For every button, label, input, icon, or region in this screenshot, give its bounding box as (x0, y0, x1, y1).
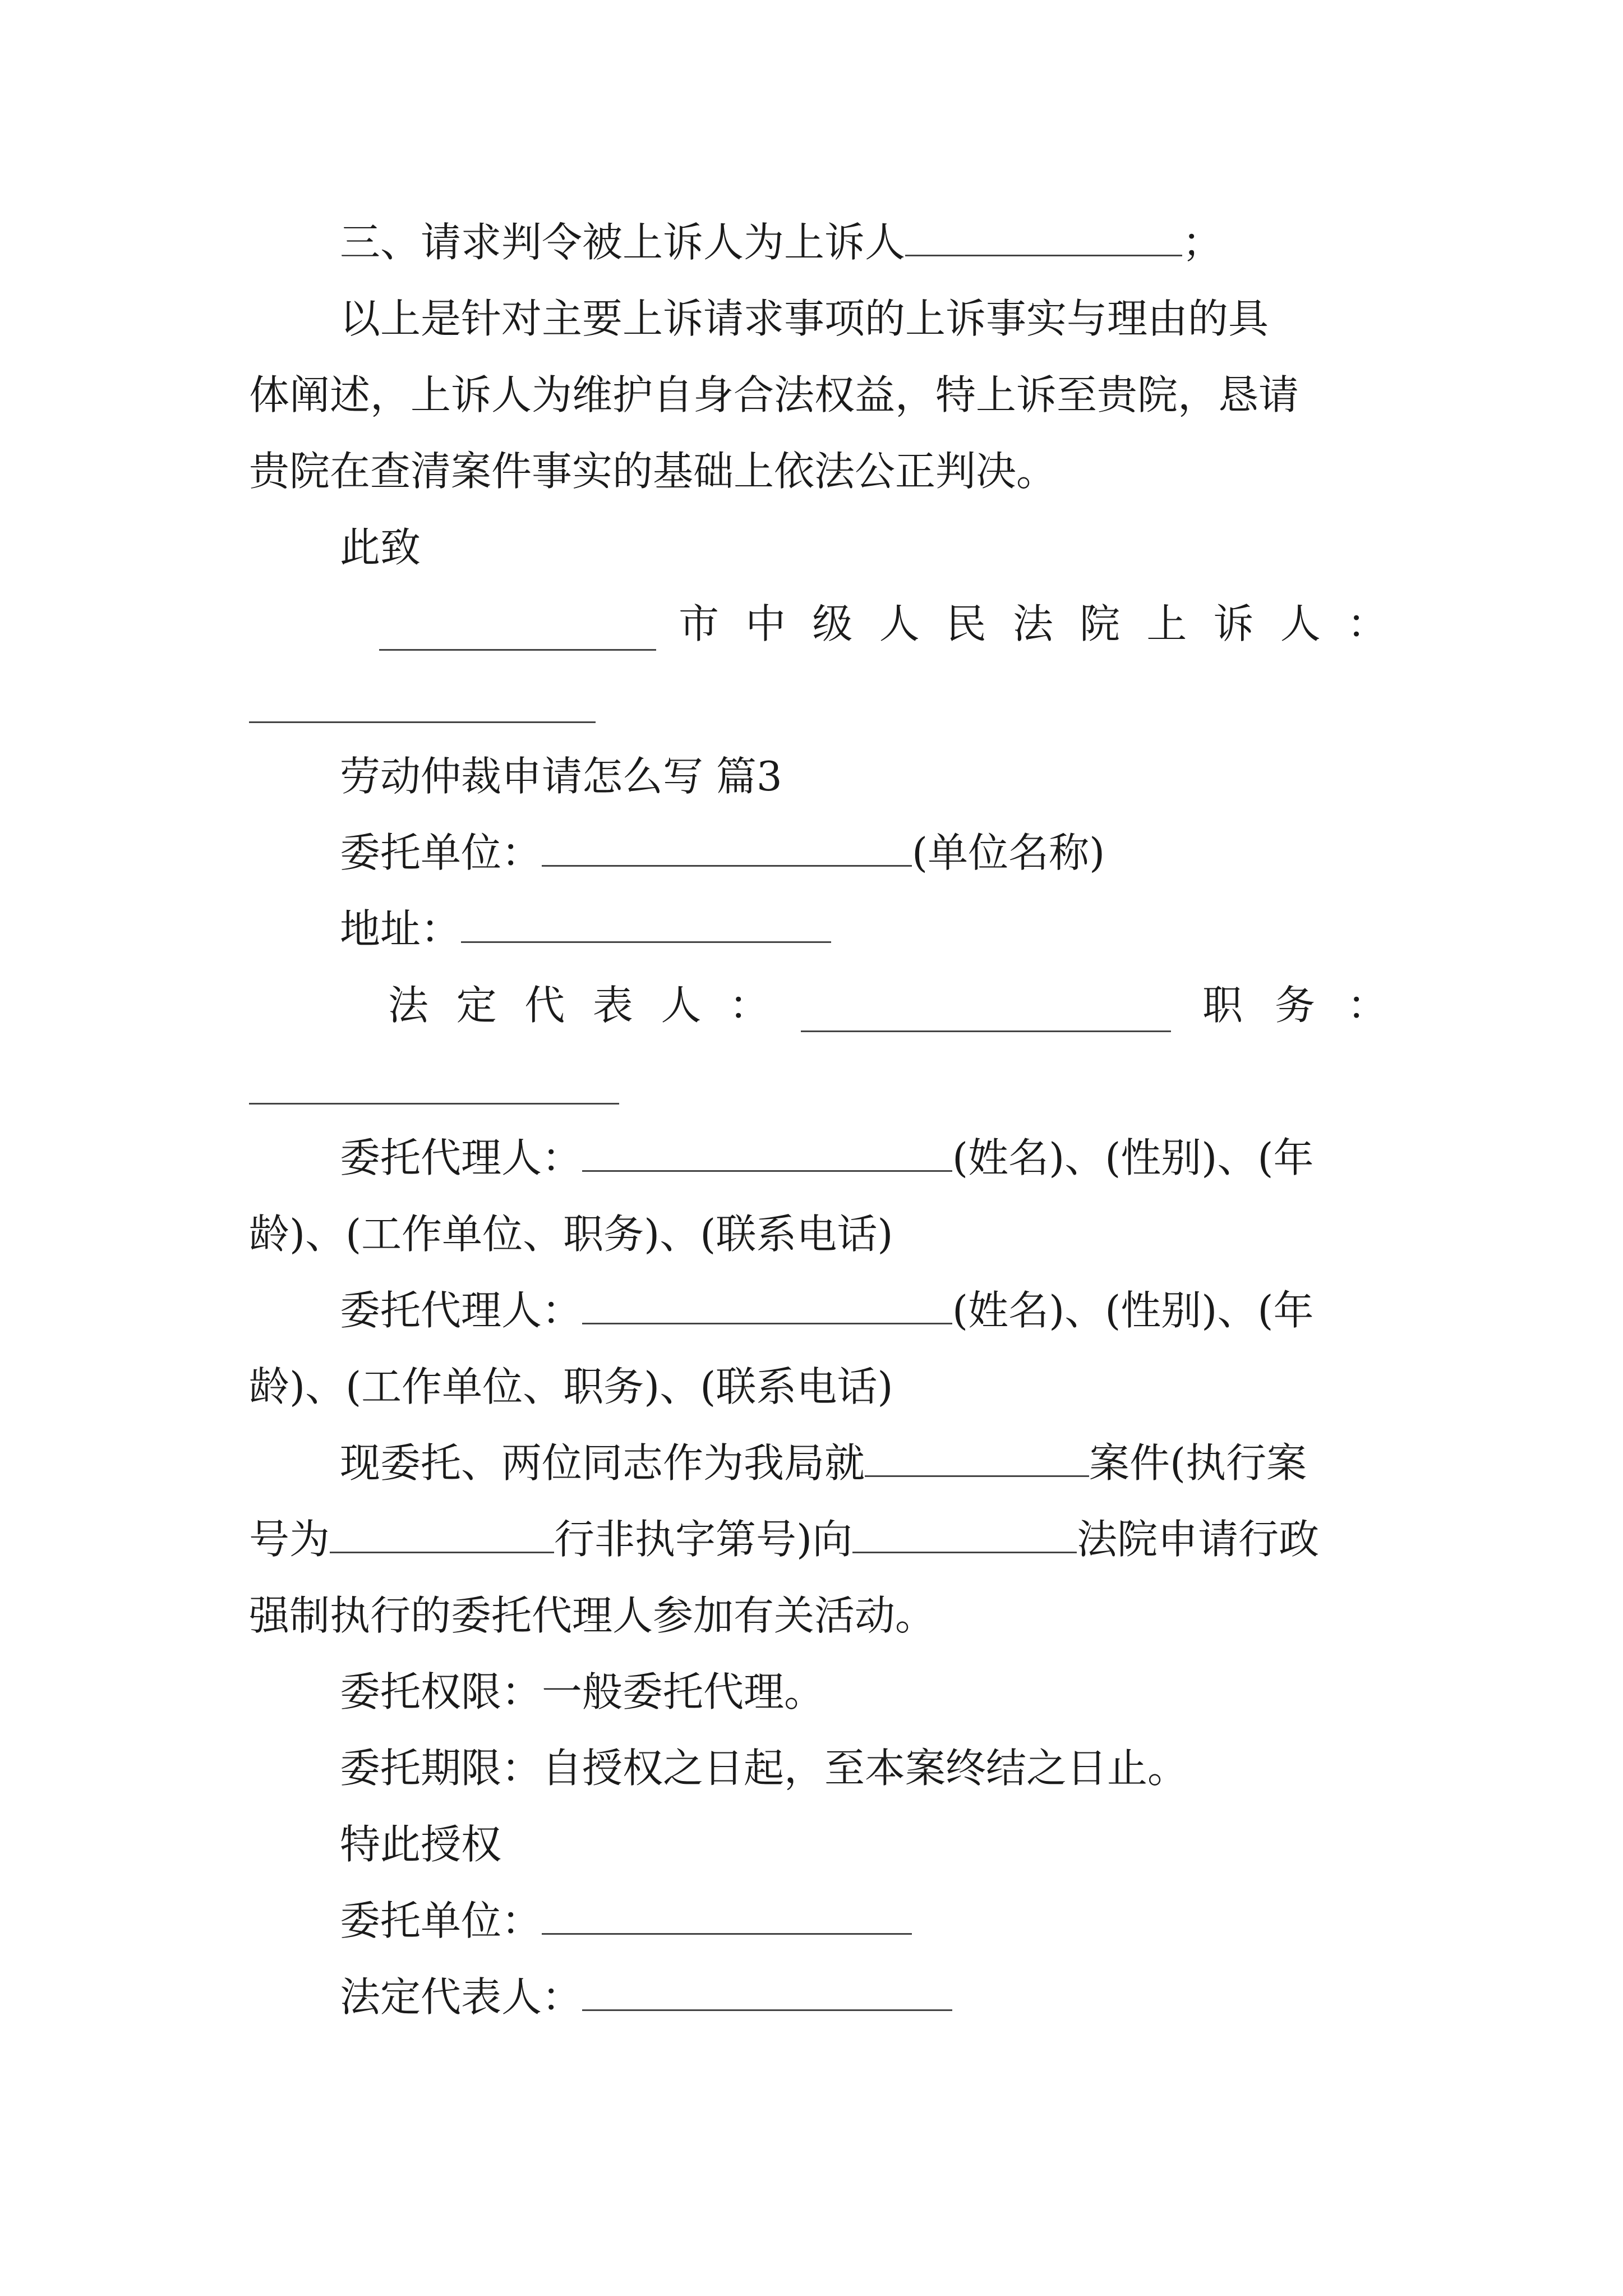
entrust-text: 行非执字第号)向 (554, 1516, 853, 1563)
entrust-text: 案件(执行案 (1089, 1439, 1307, 1487)
entrust-line-2 (249, 1512, 1387, 1566)
char: 诉 (1213, 600, 1254, 647)
sign-unit-line (249, 1894, 1387, 1948)
agent-1-line (249, 1131, 1387, 1185)
unit-hint: (单位名称) (912, 829, 1105, 876)
char: 法 (1012, 600, 1053, 647)
court-appellant-line (249, 597, 1387, 651)
sign-rep-line (249, 1970, 1387, 2024)
blank-line (542, 1897, 912, 1935)
blank-line (582, 1134, 952, 1172)
char: 代 (524, 982, 565, 1029)
blank-line (582, 1973, 952, 2011)
entrust-line-1 (249, 1436, 1387, 1490)
char: ： (1347, 982, 1387, 1029)
char: 定 (456, 982, 497, 1029)
entrust-text: 法院申请行政 (1077, 1516, 1320, 1563)
char: 务 (1274, 982, 1315, 1029)
agent-2-line (249, 1283, 1387, 1337)
char: 级 (812, 600, 853, 647)
address-line (249, 902, 1387, 956)
char: 市 (679, 600, 720, 647)
blank-line (542, 829, 912, 867)
entrust-line-3: 强制执行的委托代理人参加有关活动。 (249, 1592, 936, 1639)
blank-line (249, 1103, 619, 1105)
blank-line (379, 613, 656, 651)
blank-line (865, 1439, 1089, 1477)
summary-line-1: 以上是针对主要上诉请求事项的上诉事实与理由的具 (340, 295, 1269, 342)
blank-line (905, 219, 1182, 256)
sign-rep-label: 法定代表人： (340, 1973, 583, 2021)
legal-rep-label (388, 978, 769, 1032)
char: 法 (388, 982, 429, 1029)
blank-line (330, 1516, 554, 1553)
blank-line (249, 721, 596, 723)
char: 表 (592, 982, 633, 1029)
agent-1-label: 委托代理人： (340, 1134, 583, 1181)
appeal-item-3-text: 三、请求判令被上诉人为上诉人 (340, 219, 906, 266)
agent-2-hint: (姓名)、(性别)、(年 (952, 1287, 1314, 1334)
unit-line (249, 826, 1387, 880)
sign-unit-label: 委托单位： (340, 1897, 542, 1944)
char: 职 (1202, 982, 1243, 1029)
char: 人 (1280, 600, 1321, 647)
entrust-text: 现委托、两位同志作为我局就 (340, 1439, 865, 1487)
char: ： (728, 982, 769, 1029)
char: 人 (661, 982, 702, 1029)
char: 人 (879, 600, 920, 647)
salutation: 此致 (340, 524, 421, 571)
entrust-scope: 委托权限：一般委托代理。 (340, 1668, 825, 1715)
blank-line (582, 1287, 952, 1324)
blank-line (461, 905, 831, 943)
entrust-term: 委托期限：自授权之日起，至本案终结之日止。 (340, 1745, 1188, 1792)
char: 上 (1146, 600, 1187, 647)
char: 中 (745, 600, 786, 647)
summary-line-2: 体阐述，上诉人为维护自身合法权益，特上诉至贵院，恳请 (249, 371, 1299, 418)
semicolon: ； (1182, 219, 1223, 266)
char: ： (1347, 600, 1387, 647)
position-label (1202, 978, 1387, 1032)
unit-label: 委托单位： (340, 829, 542, 876)
appeal-item-3 (249, 215, 1387, 269)
section-heading: 劳动仲裁申请怎么写 篇3 (340, 753, 782, 800)
agent-2-label: 委托代理人： (340, 1287, 583, 1334)
blank-line (852, 1516, 1077, 1553)
court-appellant-text (679, 597, 1387, 651)
entrust-text: 号为 (249, 1516, 330, 1563)
authorize-text: 特此授权 (340, 1821, 502, 1868)
char: 院 (1080, 600, 1121, 647)
blank-line (801, 995, 1171, 1032)
legal-rep-line (249, 978, 1387, 1032)
summary-line-3: 贵院在查清案件事实的基础上依法公正判决。 (249, 448, 1057, 495)
address-label: 地址： (340, 905, 462, 953)
agent-2-line-2: 龄)、(工作单位、职务)、(联系电话) (249, 1363, 893, 1410)
char: 民 (946, 600, 986, 647)
agent-1-line-2: 龄)、(工作单位、职务)、(联系电话) (249, 1211, 893, 1258)
agent-1-hint: (姓名)、(性别)、(年 (952, 1134, 1314, 1181)
